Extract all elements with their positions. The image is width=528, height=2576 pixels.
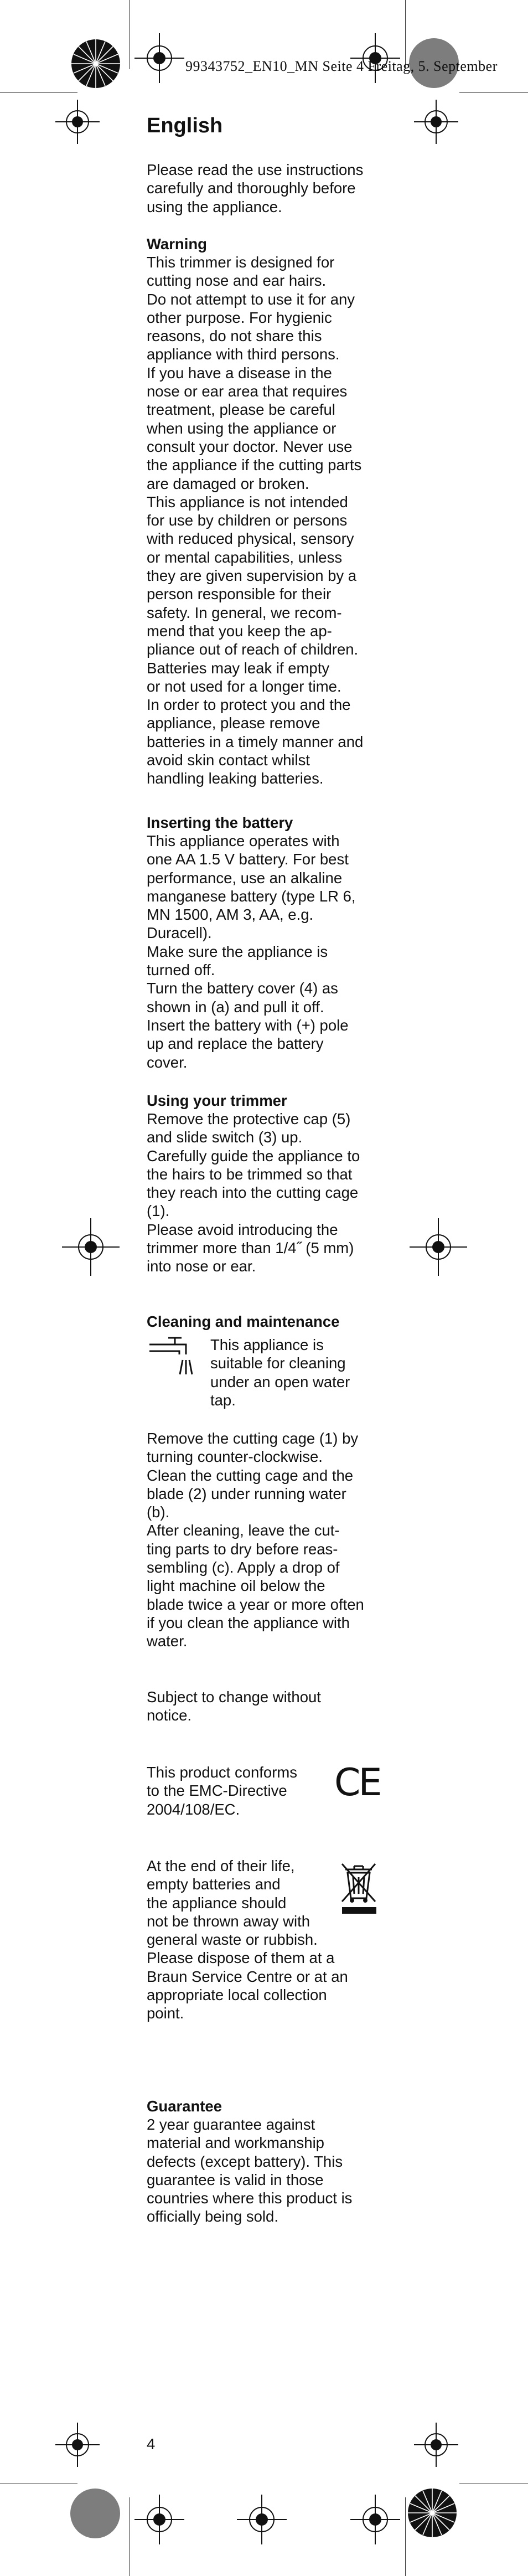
cleaning-body: Remove the cutting cage (1) by turning counter-clockwise. Clean the cutting cage and the blade (2) under running water (b). After cleaning, leave the cut- ting parts to dry before reas- sembling (c). Apply a drop of light machine oil below the blade twice a year or more often if you clean the appliance with water.	[147, 1430, 364, 1650]
emc-text: This product conforms to the EMC-Directive 2004/108/EC.	[147, 1764, 298, 1818]
intro-text: Please read the use instructions carefully and thoroughly before using the appliance.	[147, 161, 364, 215]
registration-mark-icon	[55, 100, 100, 144]
guarantee-body: 2 year guarantee against material and workmanship defects (except battery). This guarantee is valid in those countries where this product is officially being sold.	[147, 2116, 353, 2225]
trim-line-left-top	[129, 0, 130, 69]
registration-mark-icon	[237, 2495, 287, 2544]
page-title: English	[147, 114, 223, 137]
registration-mark-icon	[134, 2495, 184, 2544]
registration-mark-icon	[410, 1218, 467, 1276]
registration-mark-icon	[414, 2423, 458, 2467]
cleaning-tap-note: This appliance is suitable for cleaning under an open water tap.	[210, 1336, 350, 1409]
registration-mark-icon	[414, 100, 458, 144]
battery-body: This appliance operates with one AA 1.5 V battery. For best performance, use an alkaline manganese battery (type LR 6, MN 1500, AM 3, AA, e.g. Duracell). Make sure the appliance is turned off. Turn the battery cover (4) as shown in (a) and pull it off. Insert the battery with (+) pole up and replace the battery cover.	[147, 832, 356, 1071]
print-slug-line: 99343752_EN10_MN Seite 4 Freitag, 5. September	[185, 58, 498, 74]
using-heading: Using your trimmer	[147, 1092, 287, 1109]
trim-line-left-bottom	[129, 2497, 130, 2576]
ce-mark-icon: CE	[334, 1761, 380, 1805]
using-body: Remove the protective cap (5) and slide switch (3) up. Carefully guide the appliance to the hairs to be trimmed so that they reach into the cutting cage (1). Please avoid introducing the trimmer more than 1/4˝ (5 mm) into nose or ear.	[147, 1110, 360, 1275]
battery-heading: Inserting the battery	[147, 814, 293, 831]
trim-line-top-left	[0, 92, 77, 93]
registration-mark-icon	[62, 1218, 120, 1276]
page-number: 4	[147, 2435, 156, 2453]
registration-mark-icon	[350, 2495, 400, 2544]
print-starburst-icon	[71, 39, 121, 89]
warning-body: This trimmer is designed for cutting nose and ear hairs. Do not attempt to use it for any other purpose. For hygienic reasons, do not share this appliance with third persons. If you have a disease in the nose or ear area that requires treatment, please be careful when using the appliance or consult your doctor. Never use the appliance if the cutting parts are damaged or broken. This appliance is not intended for use by children or persons with reduced physical, sensory or mental capabilities, unless they are given supervision by a person responsible for their safety. In general, we recom- mend that you keep the ap- pliance out of reach of children. Batteries may leak if empty or not used for a longer time. In order to protect you and the appliance, please remove batteries in a timely manner and avoid skin contact whilst handling leaking batteries.	[147, 254, 364, 787]
crossed-out-bin-icon	[340, 1862, 379, 1916]
trim-line-top-right	[459, 92, 528, 93]
cleaning-heading: Cleaning and maintenance	[147, 1313, 340, 1330]
disposal-text: At the end of their life, empty batteries and the appliance should not be thrown away with general waste or rubbish. Please dispose of them at a Braun Service Centre or at an appropriate local collection point.	[147, 1857, 348, 2022]
trim-line-right-bottom	[405, 2497, 406, 2576]
change-notice: Subject to change without notice.	[147, 1688, 321, 1724]
print-starburst-icon	[407, 2488, 457, 2538]
warning-heading: Warning	[147, 235, 207, 253]
registration-mark-icon	[134, 33, 184, 83]
guarantee-heading: Guarantee	[147, 2098, 222, 2115]
registration-mark-icon	[55, 2423, 100, 2467]
grey-density-circle-icon	[70, 2488, 121, 2539]
water-tap-icon	[148, 1336, 199, 1382]
